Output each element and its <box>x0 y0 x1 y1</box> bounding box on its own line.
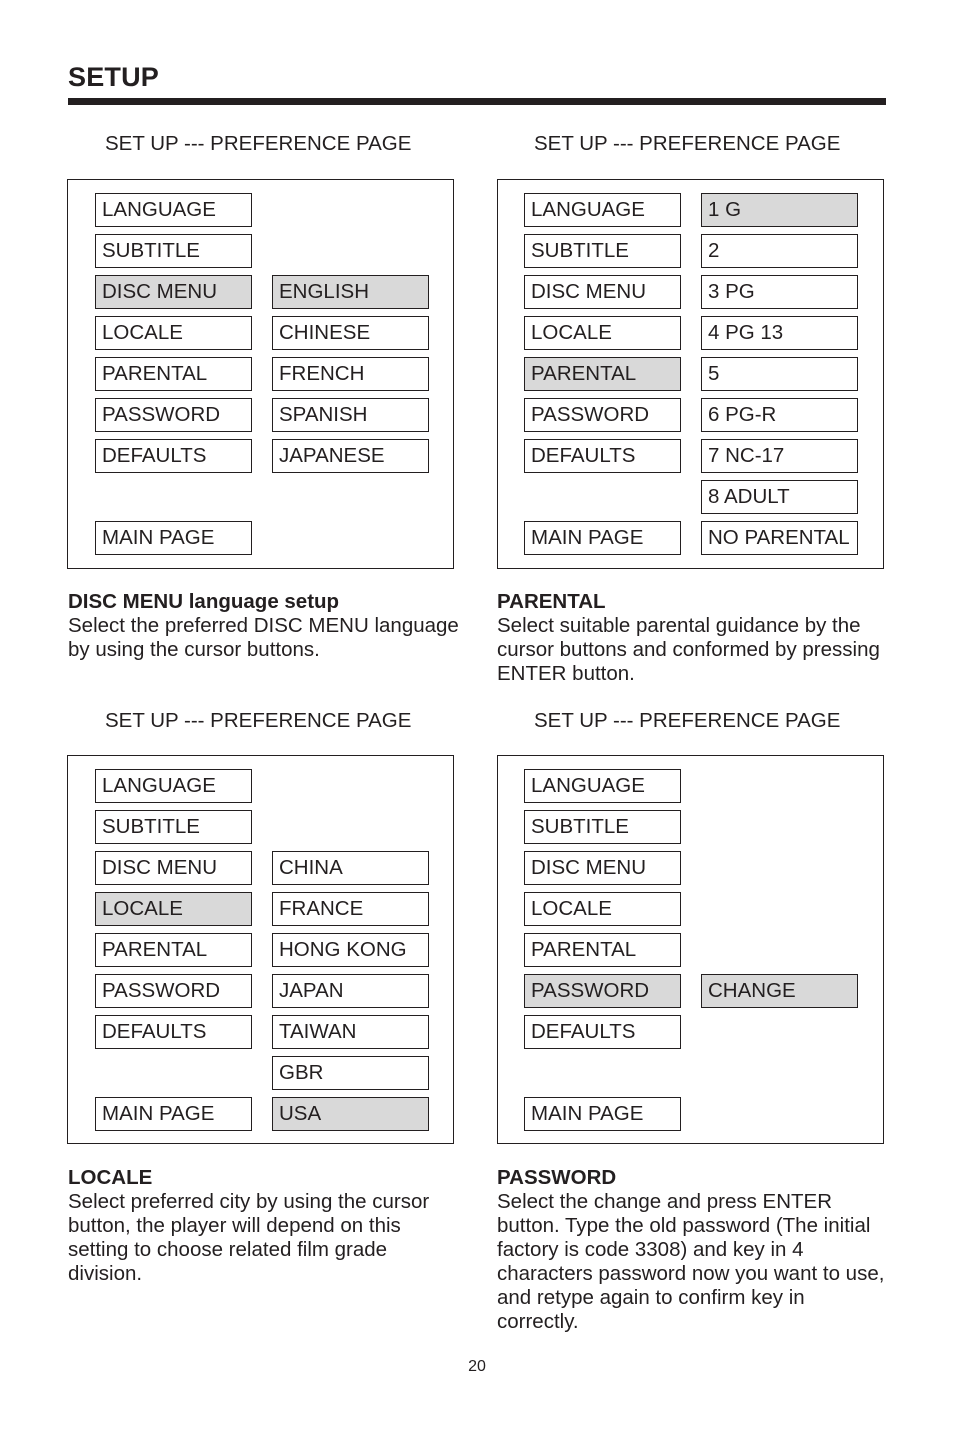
menu-item-disc-menu[interactable]: DISC MENU <box>524 275 681 309</box>
panel-3-menu-box <box>67 755 454 1144</box>
panel-1-description <box>68 590 460 662</box>
panel-2-menu-box <box>497 179 884 569</box>
menu-item-main-page[interactable]: MAIN PAGE <box>524 521 681 555</box>
panel-1-menu-box <box>67 179 454 569</box>
panel-2-desc-text: Select suitable parental guidance by the cursor buttons and conformed by pressing ENTER button. <box>497 614 880 685</box>
option-rating-1-g[interactable]: 1 G <box>701 193 858 227</box>
option-rating-8-adult[interactable]: 8 ADULT <box>701 480 858 514</box>
panel-4-description <box>497 1166 889 1334</box>
option-japanese[interactable]: JAPANESE <box>272 439 429 473</box>
option-hong-kong[interactable]: HONG KONG <box>272 933 429 967</box>
menu-item-disc-menu[interactable]: DISC MENU <box>95 851 252 885</box>
menu-item-language[interactable]: LANGUAGE <box>524 193 681 227</box>
page-title: SETUP <box>68 62 160 92</box>
option-gbr[interactable]: GBR <box>272 1056 429 1090</box>
panel-3-desc-title: LOCALE <box>68 1166 153 1189</box>
panel-4-desc-text: Select the change and press ENTER button. Type the old password (The initial factory is code 3308) and key in 4 characters password now you want to use, and retype again to confirm key in correctly. <box>497 1190 885 1333</box>
option-rating-7-nc17[interactable]: 7 NC-17 <box>701 439 858 473</box>
menu-item-password[interactable]: PASSWORD <box>524 398 681 432</box>
menu-item-password[interactable]: PASSWORD <box>95 974 252 1008</box>
panel-1-desc-title: DISC MENU language setup <box>68 590 340 613</box>
menu-item-defaults[interactable]: DEFAULTS <box>524 1015 681 1049</box>
option-change[interactable]: CHANGE <box>701 974 858 1008</box>
menu-item-locale[interactable]: LOCALE <box>524 316 681 350</box>
option-rating-6-pg-r[interactable]: 6 PG-R <box>701 398 858 432</box>
panel-3-description <box>68 1166 460 1286</box>
option-english[interactable]: ENGLISH <box>272 275 429 309</box>
page-number: 20 <box>468 1358 486 1375</box>
option-france[interactable]: FRANCE <box>272 892 429 926</box>
option-rating-3-pg[interactable]: 3 PG <box>701 275 858 309</box>
menu-item-language[interactable]: LANGUAGE <box>95 769 252 803</box>
menu-item-language[interactable]: LANGUAGE <box>95 193 252 227</box>
menu-item-main-page[interactable]: MAIN PAGE <box>524 1097 681 1131</box>
panel-3-desc-text: Select preferred city by using the cursor button, the player will depend on this setting to choose related film grade division. <box>68 1190 430 1285</box>
panel-4-menu-box <box>497 755 884 1144</box>
menu-item-defaults[interactable]: DEFAULTS <box>95 439 252 473</box>
menu-item-locale[interactable]: LOCALE <box>95 316 252 350</box>
menu-item-disc-menu[interactable]: DISC MENU <box>524 851 681 885</box>
menu-item-password[interactable]: PASSWORD <box>524 974 681 1008</box>
option-china[interactable]: CHINA <box>272 851 429 885</box>
option-usa[interactable]: USA <box>272 1097 429 1131</box>
option-french[interactable]: FRENCH <box>272 357 429 391</box>
panel-2-description <box>497 590 889 686</box>
panel-4-heading: SET UP --- PREFERENCE PAGE <box>534 709 841 732</box>
option-rating-2[interactable]: 2 <box>701 234 858 268</box>
menu-item-parental[interactable]: PARENTAL <box>524 933 681 967</box>
menu-item-subtitle[interactable]: SUBTITLE <box>95 234 252 268</box>
menu-item-defaults[interactable]: DEFAULTS <box>524 439 681 473</box>
panel-3-heading: SET UP --- PREFERENCE PAGE <box>105 709 412 732</box>
menu-item-parental[interactable]: PARENTAL <box>524 357 681 391</box>
menu-item-password[interactable]: PASSWORD <box>95 398 252 432</box>
option-japan[interactable]: JAPAN <box>272 974 429 1008</box>
panel-1-heading: SET UP --- PREFERENCE PAGE <box>105 132 412 155</box>
option-spanish[interactable]: SPANISH <box>272 398 429 432</box>
menu-item-language[interactable]: LANGUAGE <box>524 769 681 803</box>
menu-item-parental[interactable]: PARENTAL <box>95 933 252 967</box>
menu-item-main-page[interactable]: MAIN PAGE <box>95 1097 252 1131</box>
menu-item-subtitle[interactable]: SUBTITLE <box>95 810 252 844</box>
panel-4-desc-title: PASSWORD <box>497 1166 617 1189</box>
panel-2-desc-title: PARENTAL <box>497 590 606 613</box>
option-no-parental[interactable]: NO PARENTAL <box>701 521 858 555</box>
menu-item-parental[interactable]: PARENTAL <box>95 357 252 391</box>
title-rule <box>68 98 886 105</box>
menu-item-main-page[interactable]: MAIN PAGE <box>95 521 252 555</box>
menu-item-subtitle[interactable]: SUBTITLE <box>524 810 681 844</box>
menu-item-subtitle[interactable]: SUBTITLE <box>524 234 681 268</box>
menu-item-disc-menu[interactable]: DISC MENU <box>95 275 252 309</box>
menu-item-locale[interactable]: LOCALE <box>524 892 681 926</box>
menu-item-locale[interactable]: LOCALE <box>95 892 252 926</box>
menu-item-defaults[interactable]: DEFAULTS <box>95 1015 252 1049</box>
panel-2-heading: SET UP --- PREFERENCE PAGE <box>534 132 841 155</box>
option-taiwan[interactable]: TAIWAN <box>272 1015 429 1049</box>
option-chinese[interactable]: CHINESE <box>272 316 429 350</box>
option-rating-5[interactable]: 5 <box>701 357 858 391</box>
option-rating-4-pg13[interactable]: 4 PG 13 <box>701 316 858 350</box>
panel-1-desc-text: Select the preferred DISC MENU language by using the cursor buttons. <box>68 614 459 661</box>
